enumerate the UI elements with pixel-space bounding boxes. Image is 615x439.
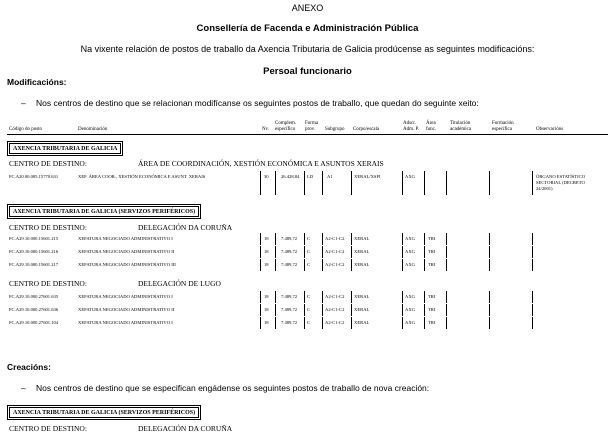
centro-destino-row: [9, 223, 232, 232]
cell-adscr: AXG: [405, 174, 415, 179]
cell-nv: 18: [264, 320, 269, 325]
vrule: [322, 233, 323, 245]
centro-name: DELEGACIÓN DE LUGO: [138, 279, 221, 288]
vrule: [532, 233, 533, 245]
vrule: [351, 246, 352, 258]
vrule: [275, 171, 276, 195]
col-titulacion: Titulación académica: [450, 121, 472, 132]
cell-adscr: AXG: [405, 262, 415, 267]
cell-den: XEFATURA NEGOCIADO ADMINISTRATIVO II: [78, 249, 175, 254]
cell-corpo: XERAL/XSFI: [354, 174, 381, 179]
centro-name: DELEGACIÓN DA CORUÑA: [138, 223, 233, 232]
vrule: [446, 317, 447, 329]
vrule: [446, 171, 447, 195]
vrule: [424, 233, 425, 245]
vrule: [446, 304, 447, 316]
cell-nv: 30: [264, 174, 269, 179]
vrule: [351, 304, 352, 316]
vrule: [424, 317, 425, 329]
cell-comp: 7.489,72: [281, 320, 298, 325]
cell-adscr: AXG: [405, 307, 415, 312]
centro-label: CENTRO DE DESTINO:: [9, 159, 87, 168]
bullet-dash: –: [21, 383, 26, 393]
modificacions-heading: Modificacións:: [7, 77, 67, 87]
vrule: [304, 291, 305, 303]
cell-den: XEFATURA NEGOCIADO ADMINISTRATIVO I: [78, 236, 173, 241]
vrule: [489, 259, 490, 271]
vrule: [424, 291, 425, 303]
cell-forma: C: [307, 294, 311, 299]
centro-name: ÁREA DE COORDINACIÓN, XESTIÓN ECONÓMICA E ASUNTOS XERAIS: [138, 159, 384, 168]
cell-sub: A2-C1-C2: [325, 236, 345, 241]
vrule: [489, 233, 490, 245]
cell-nv: 18: [264, 236, 269, 241]
vrule: [402, 259, 403, 271]
vrule: [275, 291, 276, 303]
vrule: [351, 233, 352, 245]
cell-adscr: AXG: [405, 236, 415, 241]
cell-code: FC.A29.10.000.27601.635: [9, 294, 59, 299]
vrule: [532, 171, 533, 195]
col-formacion: Formación específica: [492, 121, 514, 132]
org-box-servizos-perifericos: AXENCIA TRIBUTARIA DE GALICIA (SERVIZOS PERIFÉRICOS): [9, 407, 199, 418]
vrule: [402, 317, 403, 329]
centro-label: CENTRO DE DESTINO:: [9, 223, 87, 232]
cell-area: TRI: [428, 307, 436, 312]
col-area: Área func.: [426, 121, 437, 132]
centro-destino-row: [9, 159, 384, 168]
vrule: [275, 246, 276, 258]
org-box-servizos-perifericos: AXENCIA TRIBUTARIA DE GALICIA (SERVIZOS PERIFÉRICOS): [9, 206, 199, 217]
cell-forma: LD: [307, 174, 314, 179]
cell-area: TRI: [428, 262, 436, 267]
cell-den: XEFATURA NEGOCIADO ADMINISTRATIVO III: [78, 262, 176, 267]
vrule: [532, 304, 533, 316]
vrule: [532, 246, 533, 258]
vrule: [304, 233, 305, 245]
col-adscr: Adscr. Adm. P.: [403, 121, 419, 132]
cell-code: FC.A29.10.000.27601.104: [9, 320, 59, 325]
cell-corpo: XERAL: [354, 262, 370, 267]
cell-sub: A2-C1-C2: [325, 249, 345, 254]
col-codigo: Código do posto: [9, 127, 43, 132]
vrule: [489, 317, 490, 329]
vrule: [489, 291, 490, 303]
vrule: [304, 304, 305, 316]
col-forma: Forma prov.: [305, 121, 319, 132]
cell-nv: 18: [264, 262, 269, 267]
cell-corpo: XERAL: [354, 249, 370, 254]
vrule: [351, 291, 352, 303]
vrule: [402, 246, 403, 258]
cell-comp: 7.489,72: [281, 294, 298, 299]
annex-label: ANEXO: [291, 3, 324, 13]
centro-label: CENTRO DE DESTINO:: [9, 279, 87, 288]
document-title: Consellería de Facenda e Administración Pública: [196, 23, 419, 34]
vrule: [424, 304, 425, 316]
vrule: [275, 317, 276, 329]
bullet-dash: –: [21, 98, 26, 108]
cell-comp: 7.489,72: [281, 236, 298, 241]
vrule: [260, 246, 261, 258]
cell-code: FC.A29.10.000.15601.217: [9, 262, 59, 267]
creacions-bullet-text: Nos centros de destino que se especifican engádense os seguintes postos de traballo de nova creación:: [36, 383, 430, 393]
vrule: [489, 304, 490, 316]
vrule: [304, 246, 305, 258]
vrule: [322, 291, 323, 303]
vrule: [532, 317, 533, 329]
centro-label: CENTRO DE DESTINO:: [9, 424, 87, 433]
vrule: [532, 259, 533, 271]
cell-nv: 18: [264, 294, 269, 299]
vrule: [304, 259, 305, 271]
cell-comp: 7.489,72: [281, 249, 298, 254]
centro-destino-row: [9, 279, 221, 288]
vrule: [275, 259, 276, 271]
cell-sub: A2-C1-C2: [325, 294, 345, 299]
cell-den: XEF. ÁREA COOR., XESTIÓN ECONÓMICA E ASUNT. XERAIS: [78, 174, 206, 179]
cell-sub: A2-C1-C2: [325, 262, 345, 267]
cell-forma: C: [307, 249, 311, 254]
cell-corpo: XERAL: [354, 320, 370, 325]
vrule: [424, 246, 425, 258]
cell-comp: 7.489,72: [281, 307, 298, 312]
cell-adscr: AXG: [405, 249, 415, 254]
col-corpo: Corpo/escala: [353, 127, 380, 132]
vrule: [402, 171, 403, 195]
cell-nv: 18: [264, 307, 269, 312]
vrule: [402, 233, 403, 245]
org-box-axencia: AXENCIA TRIBUTARIA DE GALICIA: [9, 143, 121, 154]
vrule: [402, 291, 403, 303]
vrule: [322, 304, 323, 316]
vrule: [351, 259, 352, 271]
col-complemento: Complem. específico: [275, 121, 296, 132]
vrule: [322, 317, 323, 329]
vrule: [446, 233, 447, 245]
col-nivel: Nv.: [262, 127, 270, 132]
cell-area: TRI: [428, 294, 436, 299]
header-rule: [7, 134, 608, 135]
cell-code: FC.A29.10.000.15601.215: [9, 236, 59, 241]
cell-area: TRI: [428, 249, 436, 254]
vrule: [424, 259, 425, 271]
vrule: [260, 291, 261, 303]
vrule: [260, 233, 261, 245]
vrule: [304, 317, 305, 329]
vrule: [532, 291, 533, 303]
cell-code: FC.A29.10.000.15601.216: [9, 249, 59, 254]
cell-area: TRI: [428, 320, 436, 325]
cell-den: XEFATURA NEGOCIADO ADMINISTRATIVO I: [78, 320, 173, 325]
cell-sub: A1: [327, 174, 333, 179]
col-observacions: Observacións: [536, 127, 564, 132]
centro-destino-row: [9, 424, 232, 433]
modificacions-bullet-text: Nos centros de destino que se relacionan modifícanse os seguintes postos de traballo, que quedan do seguinte xeito:: [36, 98, 479, 108]
col-subgrupo: Subgrupo: [325, 127, 345, 132]
cell-forma: C: [307, 262, 311, 267]
vrule: [275, 233, 276, 245]
vrule: [446, 259, 447, 271]
vrule: [446, 291, 447, 303]
cell-code: FC.A29.10.000.27601.636: [9, 307, 59, 312]
vrule: [322, 171, 323, 195]
vrule: [489, 171, 490, 195]
intro-text: Na vixente relación de postos de traballo da Axencia Tributaria de Galicia prodúcense as seguintes modificacións:: [80, 44, 535, 54]
vrule: [424, 171, 425, 195]
col-denominacion: Denominación: [78, 127, 108, 132]
cell-forma: C: [307, 320, 311, 325]
vrule: [304, 171, 305, 195]
cell-corpo: XERAL: [354, 307, 370, 312]
cell-forma: C: [307, 236, 311, 241]
cell-sub: A2-C1-C2: [325, 307, 345, 312]
cell-corpo: XERAL: [354, 294, 370, 299]
cell-nv: 18: [264, 249, 269, 254]
cell-den: XEFATURA NEGOCIADO ADMINISTRATIVO II: [78, 307, 175, 312]
vrule: [275, 304, 276, 316]
cell-forma: C: [307, 307, 311, 312]
cell-obs: ÓRGANO ESTATÍSTICO SECTORIAL (DECRETO 24/2001): [536, 174, 586, 191]
vrule: [351, 171, 352, 195]
cell-corpo: XERAL: [354, 236, 370, 241]
cell-comp: 26.428,84: [281, 174, 300, 179]
vrule: [489, 246, 490, 258]
cell-adscr: AXG: [405, 294, 415, 299]
vrule: [446, 246, 447, 258]
cell-den: XEFATURA NEGOCIADO ADMINISTRATIVO I: [78, 294, 173, 299]
cell-area: TRI: [428, 236, 436, 241]
creacions-heading: Creacións:: [7, 362, 51, 372]
vrule: [322, 246, 323, 258]
centro-name: DELEGACIÓN DA CORUÑA: [138, 424, 233, 433]
vrule: [402, 304, 403, 316]
cell-code: FC.A20.00.005.15770.631: [9, 174, 59, 179]
cell-adscr: AXG: [405, 320, 415, 325]
vrule: [322, 259, 323, 271]
section-subtitle: Persoal funcionario: [263, 66, 352, 77]
vrule: [351, 317, 352, 329]
vrule: [260, 317, 261, 329]
vrule: [260, 259, 261, 271]
cell-sub: A2-C1-C2: [325, 320, 345, 325]
cell-comp: 7.489,72: [281, 262, 298, 267]
vrule: [260, 304, 261, 316]
vrule: [260, 171, 261, 195]
